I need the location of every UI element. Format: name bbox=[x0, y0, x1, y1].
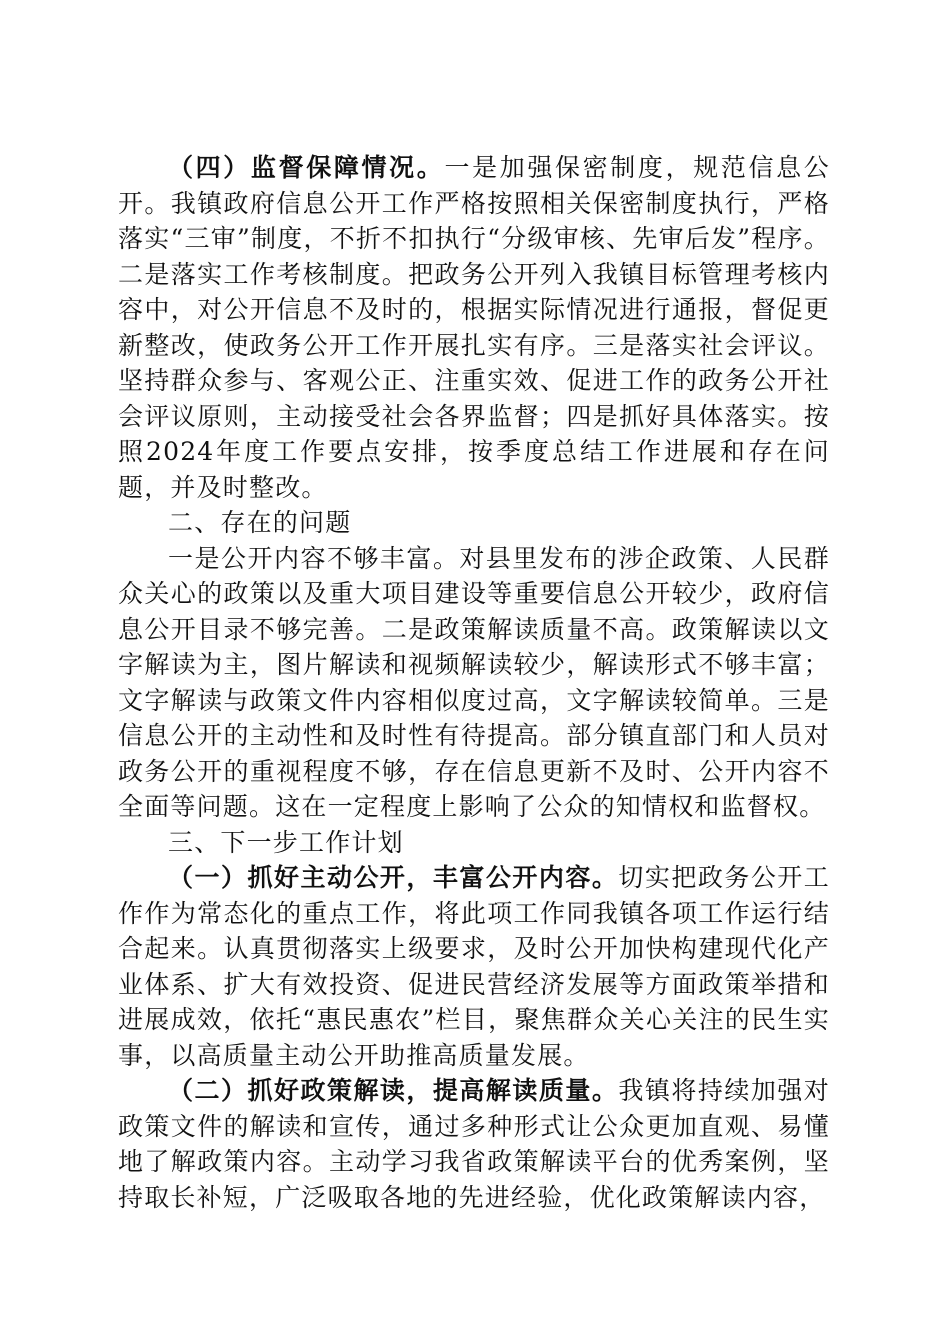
section-heading-plan: 三、下一步工作计划 bbox=[168, 827, 404, 857]
paragraph-plan-item-2 bbox=[118, 1073, 830, 1215]
paragraph-supervision bbox=[118, 150, 830, 505]
paragraph-lead-plan-item-2: （二）抓好政策解读，提高解读质量。 bbox=[168, 1076, 619, 1105]
paragraph-text-supervision: 一是加强保密制度，规范信息公开。我镇政府信息公开工作严格按照相关保密制度执行，严格落实“三审”制度，不折不扣执行“分级审核、先审后发”程序。二是落实工作考核制度。把政务公开列入我镇目标管理考核内容中，对公开信息不及时的，根据实际情况进行通报，督促更新整改，使政务公开工作开展扎实有序。三是落实社会评议。坚持群众参与、客观公正、注重实效、促进工作的政务公开社会评议原则，主动接受社会各界监督；四是抓好具体落实。按照2024年度工作要点安排，按季度总结工作进展和存在问题，并及时整改。 bbox=[118, 153, 830, 502]
paragraph-lead-supervision: （四）监督保障情况。 bbox=[168, 153, 445, 182]
paragraph-text-plan-item-1: 切实把政务公开工作作为常态化的重点工作，将此项工作同我镇各项工作运行结合起来。认真贯彻落实上级要求，及时公开加快构建现代化产业体系、扩大有效投资、促进民营经济发展等方面政策举措和进展成效，依托“惠民惠农”栏目，聚焦群众关心关注的民生实事，以高质量主动公开助推高质量发展。 bbox=[118, 863, 830, 1070]
section-heading-problems: 二、存在的问题 bbox=[168, 508, 352, 537]
paragraph-plan-item-1 bbox=[118, 860, 830, 1073]
paragraph-lead-plan-item-1: （一）抓好主动公开，丰富公开内容。 bbox=[168, 863, 619, 892]
document-body bbox=[118, 150, 830, 1215]
paragraph-problems: 一是公开内容不够丰富。对县里发布的涉企政策、人民群众关心的政策以及重大项目建设等重要信息公开较少，政府信息公开目录不够完善。二是政策解读质量不高。政策解读以文字解读为主，图片解读和视频解读较少，解读形式不够丰富；文字解读与政策文件内容相似度过高，文字解读较简单。三是信息公开的主动性和及时性有待提高。部分镇直部门和人员对政务公开的重视程度不够，存在信息更新不及时、公开内容不全面等问题。这在一定程度上影响了公众的知情权和监督权。 bbox=[118, 543, 830, 821]
paragraph-text-plan-item-2: 我镇将持续加强对政策文件的解读和宣传，通过多种形式让公众更加直观、易懂地了解政策内容。主动学习我省政策解读平台的优秀案例，坚持取长补短，广泛吸取各地的先进经验，优化政策解读内容， bbox=[118, 1076, 830, 1212]
